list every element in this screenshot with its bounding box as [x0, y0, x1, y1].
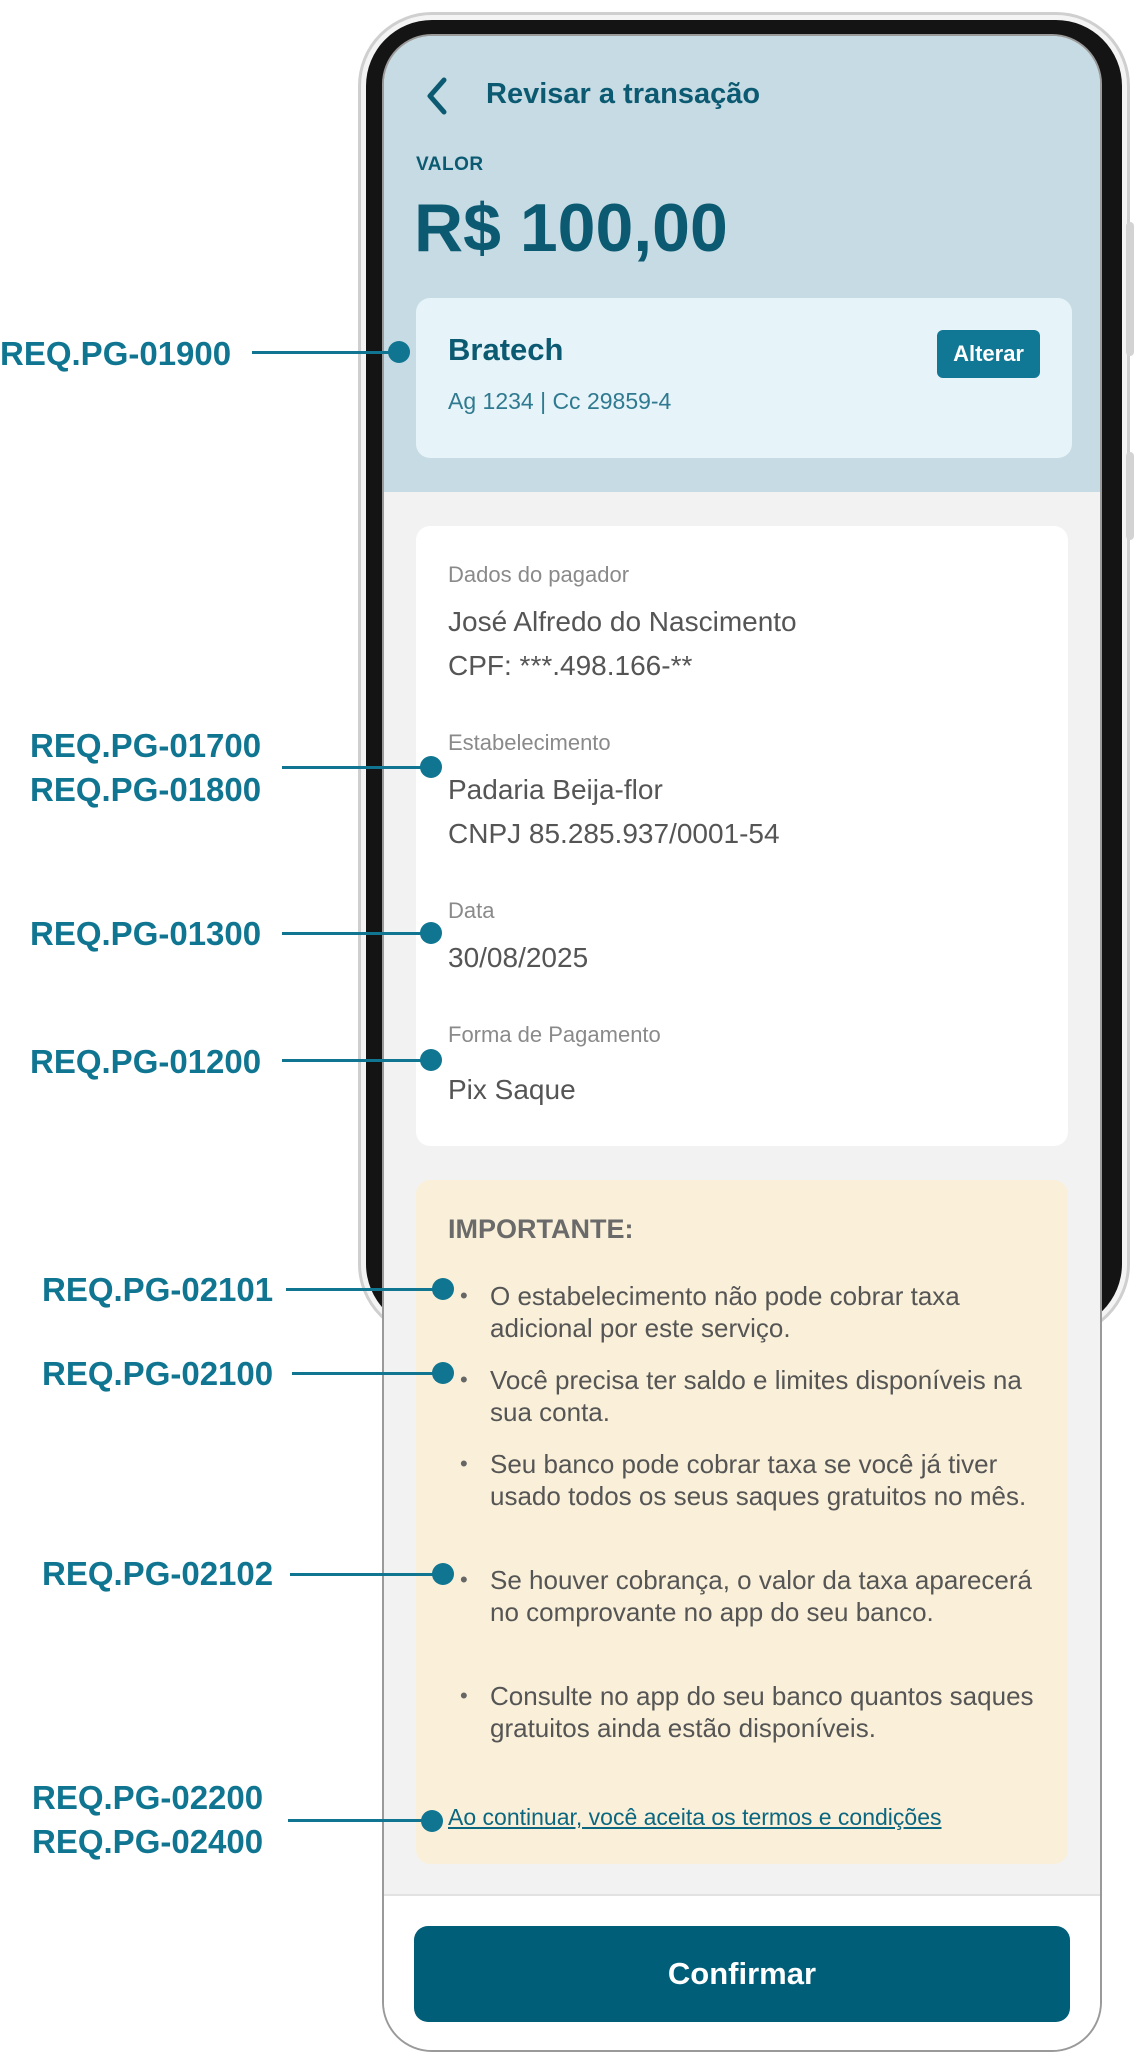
- notice-item: • Você precisa ter saldo e limites disponíveis na sua conta.: [460, 1365, 1022, 1427]
- annotation-line: [282, 766, 430, 769]
- payer-cpf: CPF: ***.498.166-**: [448, 650, 693, 681]
- bullet-icon: •: [460, 1567, 468, 1592]
- date-label: Data: [448, 898, 495, 923]
- annotation-label: REQ.PG-02400: [32, 1823, 264, 1860]
- payer-label: Dados do pagador: [448, 562, 630, 587]
- annotation-label: REQ.PG-01800: [30, 771, 262, 808]
- notice-item: • O estabelecimento não pode cobrar taxa adicional por este serviço.: [460, 1281, 960, 1343]
- annotation-dot: [420, 756, 442, 778]
- terms-link[interactable]: Ao continuar, você aceita os termos e condições: [448, 1804, 942, 1830]
- annotation-line: [282, 1059, 430, 1062]
- annotation-label: REQ.PG-01700: [30, 727, 262, 764]
- annotation-dot: [388, 341, 410, 363]
- establishment-name: Padaria Beija-flor: [448, 774, 663, 805]
- notice-item: • Se houver cobrança, o valor da taxa aparecerá no comprovante no app do seu banco.: [460, 1565, 1033, 1627]
- power-button: [1126, 452, 1134, 540]
- payment-method-label: Forma de Pagamento: [448, 1022, 661, 1047]
- establishment-label: Estabelecimento: [448, 730, 611, 755]
- annotation-line: [288, 1819, 430, 1822]
- date-value: 30/08/2025: [448, 942, 589, 973]
- annotation-line: [286, 1288, 442, 1291]
- annotation-line: [292, 1372, 442, 1375]
- bullet-icon: •: [460, 1283, 468, 1308]
- annotation-label: REQ.PG-02102: [42, 1555, 274, 1592]
- annotation-line: [290, 1573, 442, 1576]
- details-card: [416, 526, 1068, 1146]
- annotation-label: REQ.PG-01300: [30, 915, 262, 952]
- page-title: Revisar a transação: [486, 78, 761, 110]
- annotation-dot: [421, 1810, 443, 1832]
- value-amount: R$ 100,00: [414, 190, 728, 266]
- bullet-icon: •: [460, 1451, 468, 1476]
- annotation-label: REQ.PG-01200: [30, 1043, 262, 1080]
- app-screen: [382, 34, 1102, 2052]
- important-title: IMPORTANTE:: [448, 1214, 634, 1244]
- payment-method-value: Pix Saque: [448, 1074, 576, 1105]
- bottom-bar: [384, 1894, 1100, 2052]
- annotation-dot: [420, 922, 442, 944]
- bank-name: Bratech: [448, 332, 564, 367]
- annotation-dot: [420, 1049, 442, 1071]
- important-notice: [416, 1180, 1068, 1864]
- change-bank-button[interactable]: Alterar: [937, 330, 1040, 378]
- payer-name: José Alfredo do Nascimento: [448, 606, 797, 637]
- annotation-line: [282, 932, 430, 935]
- bank-account: Ag 1234 | Cc 29859-4: [448, 388, 672, 414]
- value-label: VALOR: [416, 154, 484, 175]
- notice-item: • Consulte no app do seu banco quantos saques gratuitos ainda estão disponíveis.: [460, 1681, 1034, 1743]
- annotation-line: [252, 351, 398, 354]
- annotation-dot: [432, 1278, 454, 1300]
- bullet-icon: •: [460, 1683, 468, 1708]
- annotation-label: REQ.PG-01900: [0, 335, 232, 372]
- establishment-cnpj: CNPJ 85.285.937/0001-54: [448, 818, 780, 849]
- annotation-label: REQ.PG-02101: [42, 1271, 274, 1308]
- annotation-label: REQ.PG-02200: [32, 1779, 264, 1816]
- annotation-dot: [432, 1563, 454, 1585]
- confirm-button[interactable]: Confirmar: [414, 1926, 1070, 2022]
- chevron-left-icon[interactable]: [418, 70, 454, 122]
- annotation-label: REQ.PG-02100: [42, 1355, 274, 1392]
- notice-item: • Seu banco pode cobrar taxa se você já tiver usado todos os seus saques gratuitos no mês.: [460, 1449, 1027, 1511]
- transaction-header: [384, 36, 1100, 492]
- bank-card: [416, 298, 1072, 458]
- volume-button: [1126, 222, 1134, 356]
- bullet-icon: •: [460, 1367, 468, 1392]
- annotation-dot: [432, 1362, 454, 1384]
